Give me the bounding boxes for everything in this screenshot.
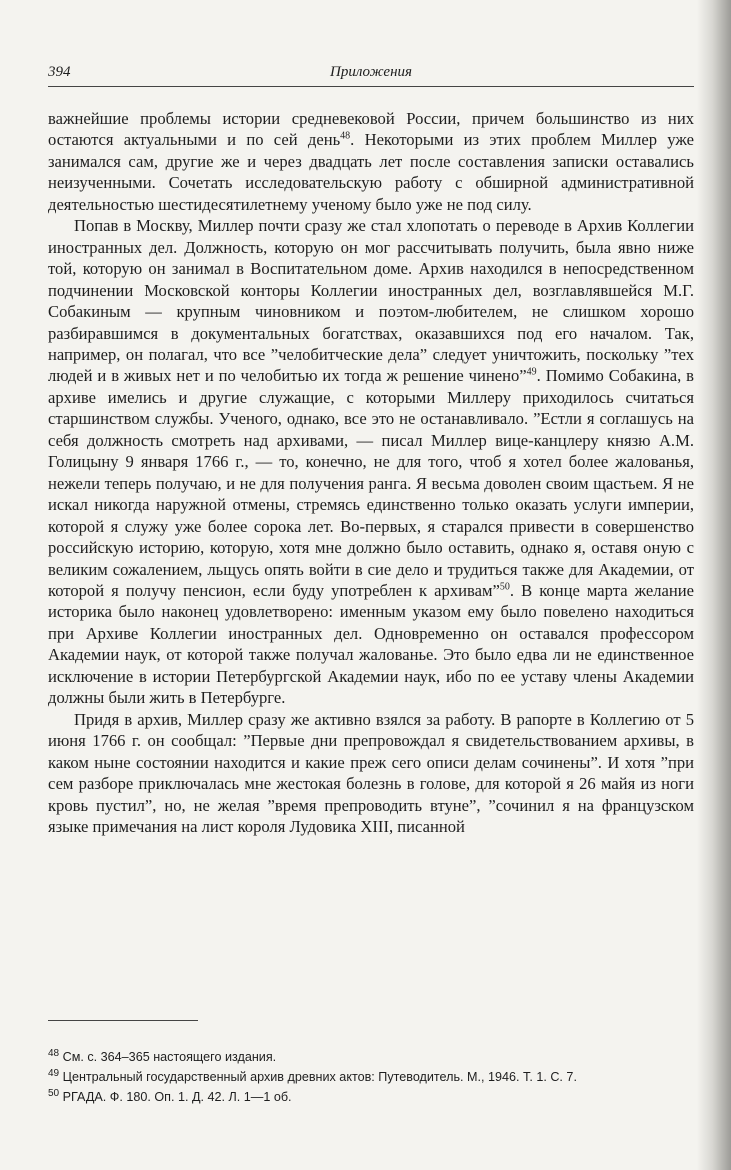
footnote-number: 50 xyxy=(48,1087,60,1099)
running-header xyxy=(48,60,694,87)
footnote-number: 48 xyxy=(48,1047,60,1059)
footnote-ref: 50 xyxy=(499,581,510,593)
running-title: Приложения xyxy=(329,64,412,80)
footnote xyxy=(48,1067,694,1087)
main-text xyxy=(48,108,694,837)
paragraph xyxy=(48,709,694,838)
text-run: Попав в Москву, Миллер почти сразу же стал хлопотать о переводе в Архив Коллегии иностранных дел. Должность, которую он мог рассчитывать получить, была явно ниже той, которую он занимал в Воспитательном доме. Архив находился в непосредственном подчинении Московской конторы Коллегии иностранных дел, возглавлявшейся М.Г. Собакиным — крупным чиновником и поэтом-любителем, не слишком хорошо разбиравшимся в документальных богатствах, оказавшихся под его началом. Так, например, он полагал, что все ”челобитческие дела” следует уничтожить, поскольку ”тех людей и в живых нет и по челобитью их тогда ж решение чинено” xyxy=(48,216,694,386)
footnote-number: 49 xyxy=(48,1067,60,1079)
text-run: . В конце марта желание историка было наконец удовлетворено: именным указом ему было повелено находиться при Архиве Коллегии иностранных дел. Одновременно он оставался профессором Академии наук, от которой также получал жалованье. Это было едва ли не единственное исключение в истории Петербургской Академии наук, ибо по ее уставу члены Академии должны были жить в Петербурге. xyxy=(48,580,695,708)
paragraph xyxy=(48,215,694,708)
footnote-text: См. с. 364–365 настоящего издания. xyxy=(62,1050,277,1064)
footnote-divider xyxy=(48,1020,198,1021)
text-run: Придя в архив, Миллер сразу же активно взялся за работу. В рапорте в Коллегию от 5 июня 1766 г. он сообщал: ”Первые дни препровождал я свидетельствованием архивы, в каком ныне состоянии находится и какие преж сего описи делам сочинены”. И хотя ”при сем разборе приключалась мне жестокая болезнь в голове, для которой я 26 майя из ноги кровь пустил”, но, не желая ”время препроводить втуне”, ”сочинил я на французском языке примечания на лист короля Лудовика XIII, писанной xyxy=(48,709,694,836)
paragraph xyxy=(48,108,694,215)
footnotes xyxy=(48,1020,694,1107)
page-number: 394 xyxy=(48,64,71,80)
text-run: важнейшие проблемы истории средневековой России, причем большинство из них остаются актуальными и по сей день xyxy=(48,109,694,150)
page-edge-shadow xyxy=(697,0,731,1170)
footnote xyxy=(48,1087,694,1107)
footnote-text: Центральный государственный архив древних актов: Путеводитель. М., 1946. Т. 1. С. 7. xyxy=(62,1070,577,1084)
footnote xyxy=(48,1047,694,1067)
text-run: . Помимо Собакина, в архиве имелись и другие служащие, с которыми Миллеру приходилось считаться старшинством службы. Ученого, однако, все это не останавливало. ”Естли я соглашусь на себя должность смотреть над архивами, — писал Миллер вице-канцлеру князю А.М. Голицыну 9 января 1766 г., — то, конечно, не для того, чтоб я хотел более жалованья, нежели теперь получаю, и не для получения ранга. Я весьма доволен своим щастьем. Я не искал никогда наружной отмены, стремясь единственно только оказать услуги империи, которой я служу уже более сорока лет. Во-первых, я старался привести в совершенство российскую историю, которую, хотя мне должно было оставить, однако я, оставя оную с великим сожалением, льщусь опять войти в сие дело и трудиться также для Академии, от которой я получу пенсион, если буду употреблен к архивам” xyxy=(48,366,694,600)
footnote-ref: 49 xyxy=(526,366,537,378)
footnote-ref: 48 xyxy=(340,130,351,142)
footnote-text: РГАДА. Ф. 180. Оп. 1. Д. 42. Л. 1—1 об. xyxy=(62,1090,292,1104)
text-run: . Некоторыми из этих проблем Миллер уже занимался сам, другие же и через двадцать лет после составления записки оставались неизученными. Сочетать исследовательскую работу с обширной административной деятельностью шестидесятилетнему ученому было уже не под силу. xyxy=(48,130,694,214)
